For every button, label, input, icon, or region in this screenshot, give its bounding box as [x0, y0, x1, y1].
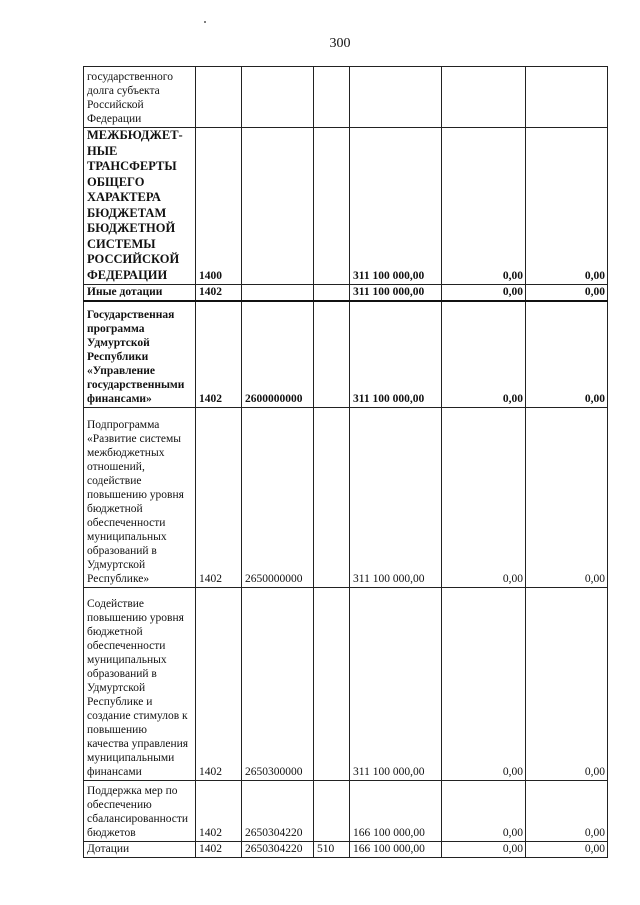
page-number: 300	[329, 36, 351, 51]
row-target-article: 2650304220	[242, 780, 314, 841]
row-section-code: 1400	[196, 128, 242, 285]
row-amount-col7: 0,00	[526, 407, 608, 587]
table-row	[84, 407, 608, 587]
row-amount-col6: 0,00	[442, 301, 526, 407]
row-target-article	[242, 128, 314, 285]
row-amount: 311 100 000,00	[350, 285, 442, 302]
table-row	[84, 67, 608, 128]
row-amount: 166 100 000,00	[350, 841, 442, 857]
row-target-article	[242, 67, 314, 128]
row-amount: 311 100 000,00	[350, 587, 442, 780]
row-section-code: 1402	[196, 587, 242, 780]
row-target-article: 2650304220	[242, 841, 314, 857]
row-name: Дотации	[84, 841, 196, 857]
row-section-code: 1402	[196, 301, 242, 407]
row-amount-col7: 0,00	[526, 301, 608, 407]
row-name: Содействие повышению уровня бюджетной обеспеченности муниципальных образований в Удмуртской Республике и создание стимулов к повышению качества управления муниципальными финансами	[84, 587, 196, 780]
row-name: государственного долга субъекта Российской Федерации	[84, 67, 196, 128]
row-name: МЕЖБЮДЖЕТ- НЫЕ ТРАНСФЕРТЫ ОБЩЕГО ХАРАКТЕРА БЮДЖЕТАМ БЮДЖЕТНОЙ СИСТЕМЫ РОССИЙСКОЙ ФЕДЕРАЦИИ	[84, 128, 196, 285]
row-expense-type	[314, 780, 350, 841]
row-amount-col6: 0,00	[442, 285, 526, 302]
row-amount: 311 100 000,00	[350, 407, 442, 587]
row-name: Подпрограмма «Развитие системы межбюджетных отношений, содействие повышению уровня бюджетной обеспеченности муниципальных образований в Удмуртской Республике»	[84, 407, 196, 587]
row-expense-type	[314, 285, 350, 302]
row-amount-col6: 0,00	[442, 587, 526, 780]
row-name: Поддержка мер по обеспечению сбалансированности бюджетов	[84, 780, 196, 841]
row-amount: 166 100 000,00	[350, 780, 442, 841]
row-expense-type	[314, 587, 350, 780]
row-amount-col6	[442, 67, 526, 128]
scan-speck	[204, 21, 206, 23]
row-amount	[350, 67, 442, 128]
row-amount-col7: 0,00	[526, 587, 608, 780]
row-expense-type	[314, 67, 350, 128]
row-amount-col6: 0,00	[442, 841, 526, 857]
row-amount-col7: 0,00	[526, 780, 608, 841]
row-amount: 311 100 000,00	[350, 128, 442, 285]
row-section-code: 1402	[196, 285, 242, 302]
table-row	[84, 841, 608, 857]
table-row	[84, 587, 608, 780]
table-row	[84, 285, 608, 302]
row-target-article	[242, 285, 314, 302]
row-amount-col7: 0,00	[526, 285, 608, 302]
row-section-code: 1402	[196, 780, 242, 841]
row-amount-col6: 0,00	[442, 407, 526, 587]
row-expense-type	[314, 128, 350, 285]
row-expense-type	[314, 407, 350, 587]
row-name: Иные дотации	[84, 285, 196, 302]
table-row	[84, 301, 608, 407]
table-row	[84, 780, 608, 841]
budget-table	[83, 66, 608, 858]
row-section-code: 1402	[196, 841, 242, 857]
row-amount: 311 100 000,00	[350, 301, 442, 407]
row-amount-col6: 0,00	[442, 128, 526, 285]
row-section-code	[196, 67, 242, 128]
row-target-article: 2650300000	[242, 587, 314, 780]
row-target-article: 2600000000	[242, 301, 314, 407]
row-amount-col6: 0,00	[442, 780, 526, 841]
row-section-code: 1402	[196, 407, 242, 587]
row-expense-type	[314, 301, 350, 407]
table-row	[84, 128, 608, 285]
row-expense-type: 510	[314, 841, 350, 857]
row-amount-col7	[526, 67, 608, 128]
row-amount-col7: 0,00	[526, 128, 608, 285]
row-amount-col7: 0,00	[526, 841, 608, 857]
row-name: Государственная программа Удмуртской Республики «Управление государственными финансами»	[84, 301, 196, 407]
row-target-article: 2650000000	[242, 407, 314, 587]
